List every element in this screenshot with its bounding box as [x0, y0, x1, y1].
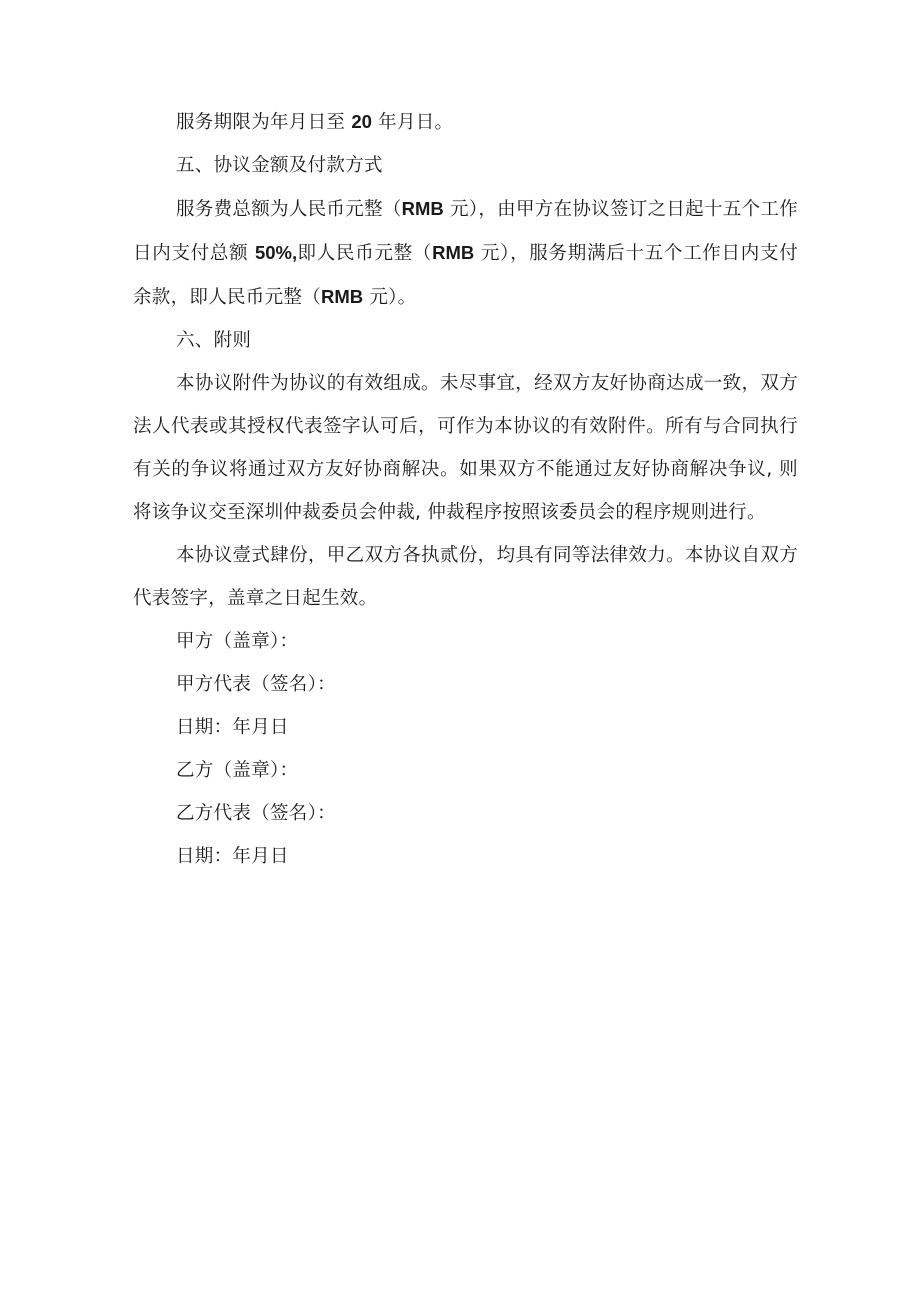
rmb-label-1: RMB	[401, 198, 444, 219]
payment-percentage: 50%,	[254, 242, 298, 263]
document-body	[133, 100, 798, 878]
payment-text-4: 元），服务期满后十五个工作日内支付余款，即人民币元整（	[133, 243, 798, 308]
copies-clause: 本协议壹式肆份，甲乙双方各执贰份，均具有同等法律效力。本协议自双方代表签字，盖章之日起生效。	[133, 545, 798, 609]
party-a-date-line: 日期：年月日	[176, 717, 289, 738]
party-a-seal-line: 甲方（盖章）：	[176, 631, 299, 652]
service-period-clause	[133, 100, 798, 144]
payment-text-2: 元），由甲方在协议签订之日起十五个工作日内支付总额	[133, 199, 798, 264]
section-5-payment-clause	[133, 187, 798, 319]
payment-text-3: 即人民币元整（	[297, 243, 433, 264]
service-period-suffix: 年月日。	[371, 112, 454, 133]
service-period-prefix: 服务期限为年月日至	[176, 112, 352, 133]
payment-text-5: 元）。	[363, 287, 417, 308]
service-period-year: 20	[351, 111, 372, 132]
party-b-date-line: 日期：年月日	[176, 846, 289, 867]
rmb-label-2: RMB	[432, 242, 475, 263]
payment-text-1: 服务费总额为人民币元整（	[176, 199, 402, 220]
party-b-seal-line: 乙方（盖章）：	[176, 760, 299, 781]
section-5-heading: 五、协议金额及付款方式	[176, 155, 383, 176]
party-a-representative-line: 甲方代表（签名）：	[176, 674, 336, 695]
party-b-representative-line: 乙方代表（签名）：	[176, 803, 336, 824]
rmb-label-3: RMB	[321, 286, 364, 307]
section-6-supplementary-clause: 本协议附件为协议的有效组成。未尽事宜，经双方友好协商达成一致，双方法人代表或其授权代表签字认可后，可作为本协议的有效附件。所有与合同执行有关的争议将通过双方友好协商解决。如果双方不能通过友好协商解决争议, 则将该争议交至深圳仲裁委员会仲裁, 仲裁程序按照该委员会的程序规则进行。	[133, 373, 798, 523]
section-6-heading: 六、附则	[176, 330, 252, 351]
